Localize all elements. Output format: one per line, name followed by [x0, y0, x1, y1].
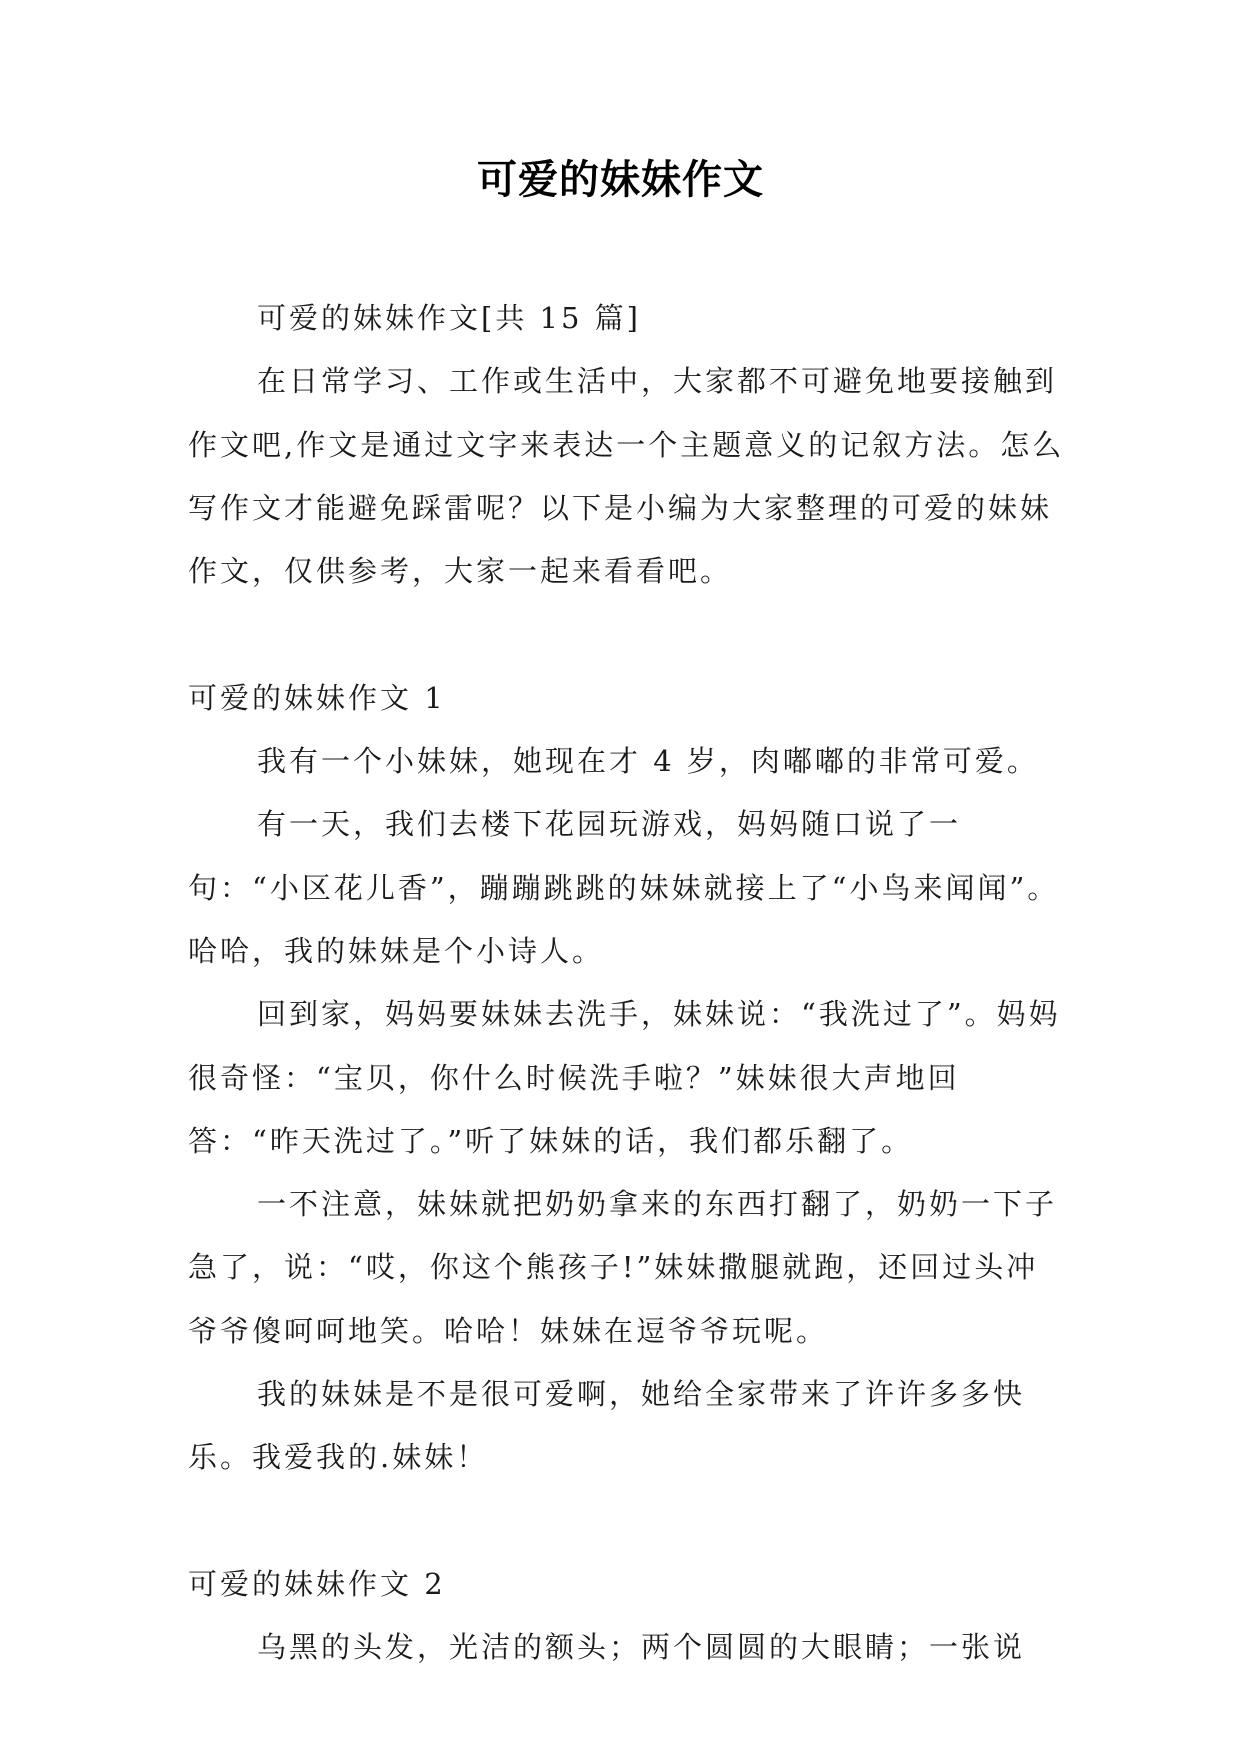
intro-paragraph: 在日常学习、工作或生活中，大家都不可避免地要接触到作文吧,作文是通过文字来表达一个主题意义的记叙方法。怎么写作文才能避免踩雷呢？以下是小编为大家整理的可爱的妹妹作文，仅供参考，大家一起来看看吧。: [188, 364, 1065, 589]
document-subtitle: 可爱的妹妹作文[共 15 篇]: [257, 301, 641, 335]
section-spacer: [188, 1490, 1068, 1553]
essay-1-paragraph: 回到家，妈妈要妹妹去洗手，妹妹说：“我洗过了”。妈妈很奇怪：“宝贝，你什么时候洗手啦？”妹妹很大声地回答：“昨天洗过了。”听了妹妹的话，我们都乐翻了。: [188, 997, 1061, 1158]
section-spacer: [188, 603, 1068, 666]
essay-1-paragraph: 一不注意，妹妹就把奶奶拿来的东西打翻了，奶奶一下子急了，说：“哎，你这个熊孩子!”妹妹撒腿就跑，还回过头冲爷爷傻呵呵地笑。哈哈！妹妹在逗爷爷玩呢。: [188, 1187, 1058, 1348]
document-title: 可爱的妹妹作文: [477, 157, 764, 203]
essay-1-paragraph: 我的妹妹是不是很可爱啊，她给全家带来了许许多多快乐。我爱我的.妹妹！: [188, 1377, 1026, 1475]
essay-1-paragraph: 有一天，我们去楼下花园玩游戏，妈妈随口说了一句：“小区花儿香”，蹦蹦跳跳的妹妹就接上了“小鸟来闻闻”。哈哈，我的妹妹是个小诗人。: [188, 807, 1060, 968]
document-body: [188, 287, 1068, 1680]
essay-2-heading: 可爱的妹妹作文 2: [188, 1566, 446, 1601]
essay-2-paragraph: 乌黑的头发，光洁的额头；两个圆圆的大眼睛；一张说: [257, 1630, 1026, 1665]
essay-1-heading: 可爱的妹妹作文 1: [188, 680, 446, 715]
essay-1-paragraph: 我有一个小妹妹，她现在才 4 岁，肉嘟嘟的非常可爱。: [257, 744, 1039, 779]
